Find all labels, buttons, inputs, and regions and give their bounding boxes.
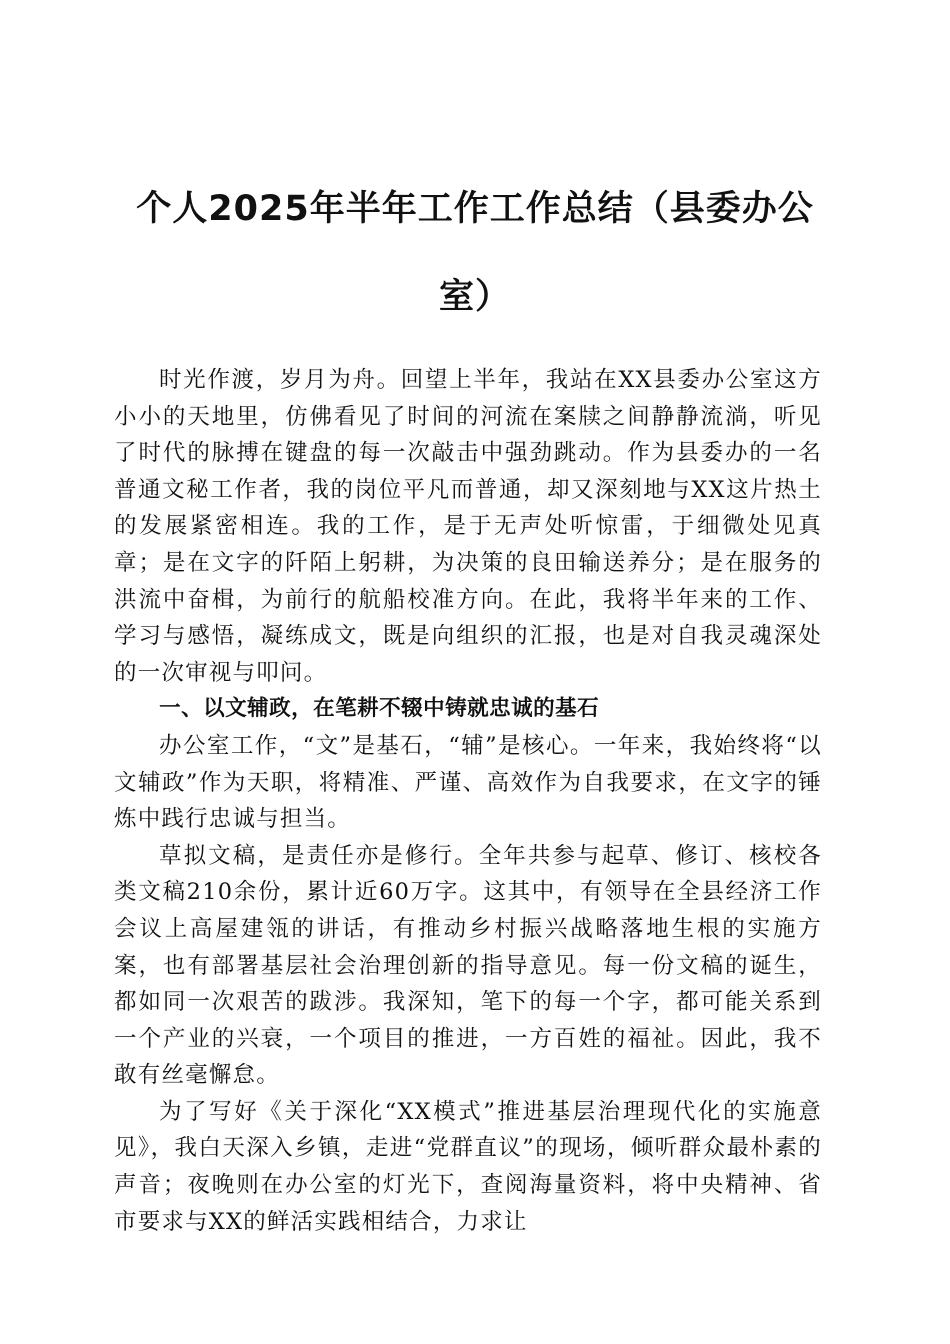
paragraph-intro: 时光作渡，岁月为舟。回望上半年，我站在XX县委办公室这方小小的天地里，仿佛看见了时间的河流在案牍之间静静流淌，听见了时代的脉搏在键盘的每一次敲击中强劲跳动。作为县委办的一名普通文秘工作者，我的岗位平凡而普通，却又深刻地与XX这片热土的发展紧密相连。我的工作，是于无声处听惊雷，于细微处见真章；是在文字的阡陌上躬耕，为决策的良田输送养分；是在服务的洪流中奋楫，为前行的航船校准方向。在此，我将半年来的工作、学习与感悟，凝练成文，既是向组织的汇报，也是对自我灵魂深处的一次审视与叩问。 [114,367,822,686]
section-heading-1: 一、以文辅政，在笔耕不辍中铸就忠诚的基石 [159,696,600,722]
document-body [114,362,822,1240]
document-title: 个人2025年半年工作工作总结（县委办公室） [136,189,814,317]
paragraph-drafting: 草拟文稿，是责任亦是修行。全年共参与起草、修订、核校各类文稿210余份，累计近60万字。这其中，有领导在全县经济工作会议上高屋建瓴的讲话，有推动乡村振兴战略落地生根的实施方案，也有部署基层社会治理创新的指导意见。每一份文稿的诞生，都如同一次艰苦的跋涉。我深知，笔下的每一个字，都可能关系到一个产业的兴衰，一个项目的推进，一方百姓的福祉。因此，我不敢有丝毫懈怠。 [114,842,822,1089]
paragraph-governance: 为了写好《关于深化“XX模式”推进基层治理现代化的实施意见》，我白天深入乡镇，走进“党群直议”的现场，倾听群众最朴素的声音；夜晚则在办公室的灯光下，查阅海量资料，将中央精神、省市要求与XX的鲜活实践相结合，力求让 [114,1098,822,1235]
paragraph-office-work: 办公室工作，“文”是基石，“辅”是核心。一年来，我始终将“以文辅政”作为天职，将精准、严谨、高效作为自我要求，在文字的锤炼中践行忠诚与担当。 [114,732,822,833]
